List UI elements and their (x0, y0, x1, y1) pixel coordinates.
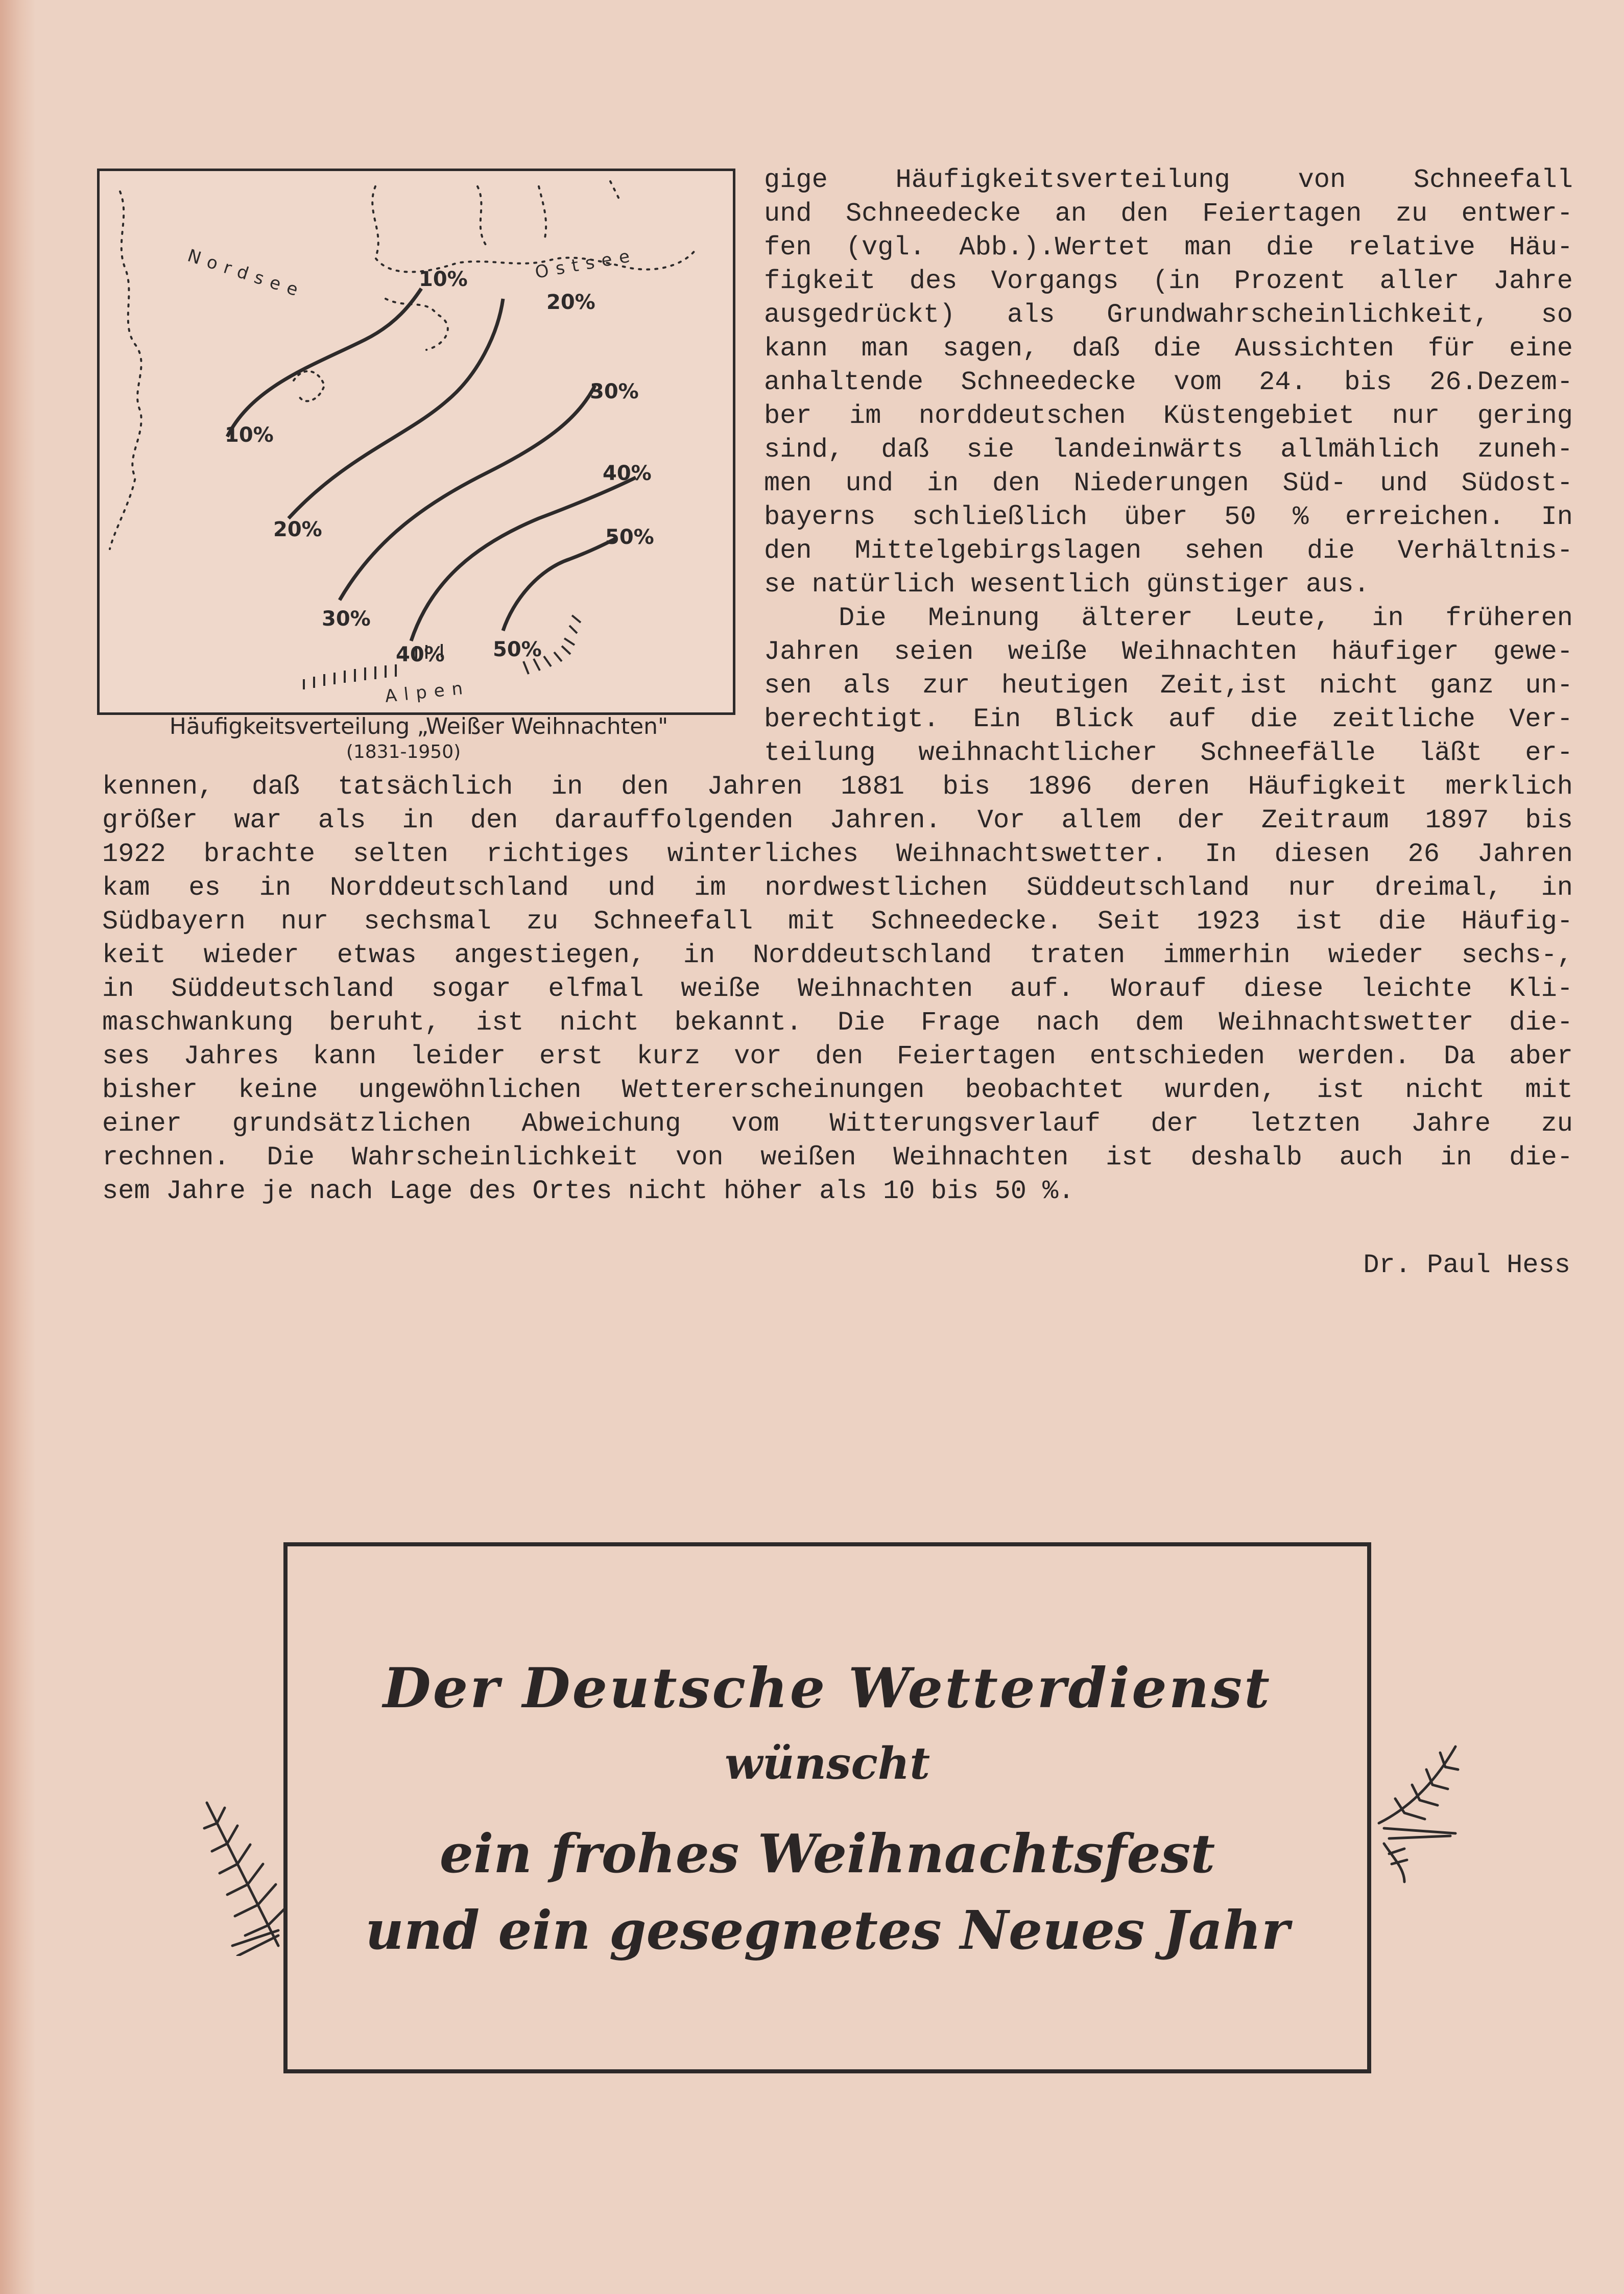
text-line: kam es in Norddeutschland und im nordwestlichen Süddeutschland nur dreimal, in (102, 873, 1573, 903)
isoline-10 (227, 289, 421, 437)
isoline-label-20-west: 20% (273, 518, 322, 541)
text-line: in Süddeutschland sogar elfmal weiße Weihnachten auf. Worauf diese leichte Kli- (102, 974, 1573, 1004)
west-border (110, 192, 141, 549)
map-label-alpen: Alpen (384, 677, 471, 707)
author-signature: Dr. Paul Hess (1363, 1250, 1570, 1280)
text-line: Jahren seien weiße Weihnachten häufiger gewe- (764, 637, 1573, 667)
text-line: einer grundsätzlichen Abweichung vom Witterungsverlauf der letzten Jahre zu (102, 1109, 1573, 1139)
text-line: kann man sagen, daß die Aussichten für eine (764, 333, 1573, 364)
isoline-40 (411, 477, 636, 641)
text-line: bayerns schließlich über 50 % erreichen. In (764, 502, 1573, 532)
isoline-label-40-east: 40% (603, 462, 652, 485)
greeting-line-2: wünscht (724, 1738, 930, 1789)
greeting-line-1: Der Deutsche Wetterdienst (383, 1656, 1272, 1720)
greeting-line-4: und ein gesegnetes Neues Jahr (365, 1899, 1289, 1962)
text-line: den Mittelgebirgslagen sehen die Verhältnis- (764, 536, 1573, 566)
text-line: berechtigt. Ein Blick auf die zeitliche Ver- (764, 704, 1573, 734)
page-binding-edge (0, 0, 36, 2294)
text-line: teilung weihnachtlicher Schneefälle läßt er- (764, 738, 1573, 768)
figure-caption-years: (1831-1950) (346, 742, 461, 762)
greeting-box (283, 1542, 1371, 2073)
text-line: ses Jahres kann leider erst kurz vor den Feiertagen entschieden werden. Da aber (102, 1041, 1573, 1071)
isoline-label-10-west: 10% (225, 423, 274, 447)
text-line: 1922 brachte selten richtiges winterliches Weihnachtswetter. In diesen 26 Jahren (102, 839, 1573, 869)
map-label-nordsee: Nordsee (185, 245, 307, 303)
isoline-label-30-south: 30% (322, 607, 371, 631)
text-line: ausgedrückt) als Grundwahrscheinlichkeit, so (764, 300, 1573, 330)
map-drawing (100, 171, 733, 712)
denmark-border (477, 181, 620, 248)
snow-frequency-map (97, 169, 735, 715)
fir-branch-right-icon (1374, 1736, 1466, 1884)
text-line: gige Häufigkeitsverteilung von Schneefall (764, 165, 1573, 195)
text-line: men und in den Niederungen Süd- und Südost- (764, 468, 1573, 498)
figure-caption-title: Häufigkeitsverteilung „Weißer Weihnachten" (169, 713, 668, 739)
text-line: maschwankung beruht, ist nicht bekannt. Die Frage nach dem Weihnachtswetter die- (102, 1008, 1573, 1038)
isoline-50 (503, 539, 615, 631)
text-line: Die Meinung älterer Leute, in früheren (839, 603, 1573, 633)
isoline-label-20-north: 20% (546, 291, 595, 314)
inner-border-east (386, 299, 448, 350)
text-line: rechnen. Die Wahrscheinlichkeit von weißen Weihnachten ist deshalb auch in die- (102, 1142, 1573, 1173)
isoline-label-50-south: 50% (493, 638, 542, 661)
text-line: anhaltende Schneedecke vom 24. bis 26.Dezem- (764, 367, 1573, 397)
text-line: sind, daß sie landeinwärts allmählich zuneh- (764, 435, 1573, 465)
fir-branch-left-icon (202, 1793, 294, 1956)
text-line: fen (vgl. Abb.).Wertet man die relative Häu- (764, 232, 1573, 262)
text-line: bisher keine ungewöhnlichen Wettererscheinungen beobachtet wurden, ist nicht mit (102, 1075, 1573, 1105)
inner-border (294, 371, 324, 401)
greeting-line-3: ein frohes Weihnachtsfest (439, 1822, 1215, 1885)
text-line: sen als zur heutigen Zeit,ist nicht ganz un- (764, 671, 1573, 701)
isoline-label-30-east: 30% (590, 380, 639, 403)
text-line: figkeit des Vorgangs (in Prozent aller Jahre (764, 266, 1573, 296)
text-line: ber im norddeutschen Küstengebiet nur gering (764, 401, 1573, 431)
isoline-label-10-north: 10% (419, 268, 468, 291)
text-line: kennen, daß tatsächlich in den Jahren 1881 bis 1896 deren Häufigkeit merklich (102, 772, 1573, 802)
map-label-ostsee: Ostsee (533, 245, 638, 283)
text-line: Südbayern nur sechsmal zu Schneefall mit Schneedecke. Seit 1923 ist die Häufig- (102, 906, 1573, 937)
text-line: größer war als in den darauffolgenden Jahren. Vor allem der Zeitraum 1897 bis (102, 805, 1573, 835)
text-line: se natürlich wesentlich günstiger aus. (764, 569, 1370, 600)
isoline-20 (289, 299, 503, 518)
north-coast (372, 186, 697, 272)
isoline-label-50-east: 50% (605, 525, 654, 549)
isoline-label-40-south: 40% (396, 643, 445, 666)
text-line: sem Jahre je nach Lage des Ortes nicht höher als 10 bis 50 %. (102, 1176, 1074, 1206)
text-line: und Schneedecke an den Feiertagen zu entwer- (764, 199, 1573, 229)
text-line: keit wieder etwas angestiegen, in Norddeutschland traten immerhin wieder sechs-, (102, 940, 1573, 970)
isoline-30 (340, 386, 595, 600)
figure-caption (97, 714, 741, 765)
